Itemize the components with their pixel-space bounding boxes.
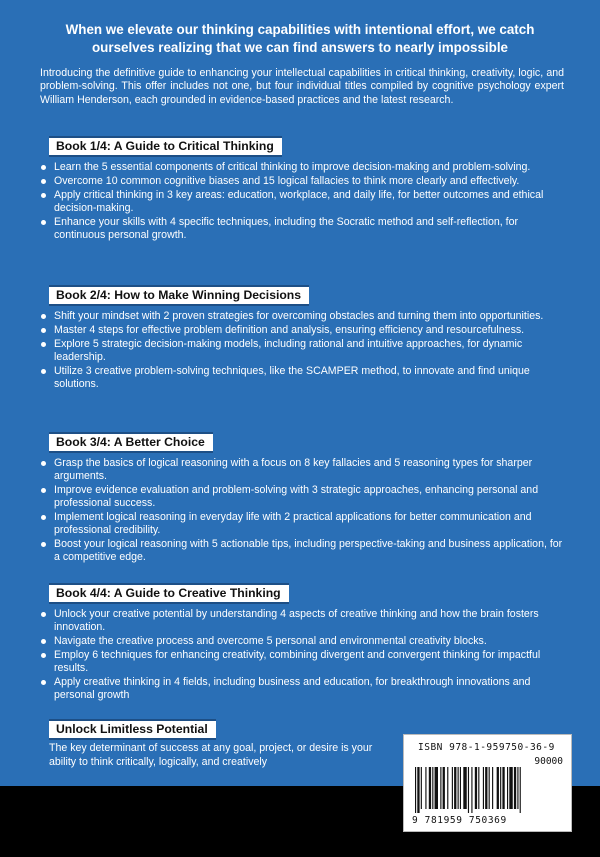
isbn-text: ISBN 978-1-959750-36-9: [418, 742, 555, 753]
book-title: Book 4/4: A Guide to Creative Thinking: [49, 583, 289, 604]
bullet-list: [40, 310, 564, 391]
bullet-icon: [41, 612, 46, 617]
price-code: 90000: [534, 756, 563, 767]
list-item: Enhance your skills with 4 specific techniques, including the Socratic method and self-reflection, for continuous personal growth.: [40, 216, 564, 242]
bullet-icon: [41, 193, 46, 198]
list-item: Navigate the creative process and overcome 5 personal and environmental creativity blocks.: [40, 635, 564, 648]
list-item: Unlock your creative potential by understanding 4 aspects of creative thinking and how the brain fosters innovation.: [40, 608, 564, 634]
book-title: Book 3/4: A Better Choice: [49, 432, 213, 453]
bullet-icon: [41, 488, 46, 493]
list-item: Employ 6 techniques for enhancing creativity, combining divergent and convergent thinking for impactful results.: [40, 649, 564, 675]
list-item: Utilize 3 creative problem-solving techniques, like the SCAMPER method, to innovate and find unique solutions.: [40, 365, 564, 391]
list-item: Apply critical thinking in 3 key areas: education, workplace, and daily life, for better outcomes and ethical decision-making.: [40, 189, 564, 215]
list-item: Master 4 steps for effective problem definition and analysis, ensuring efficiency and resourcefulness.: [40, 324, 564, 337]
list-item: Overcome 10 common cognitive biases and 15 logical fallacies to think more clearly and effectively.: [40, 175, 564, 188]
bullet-icon: [41, 165, 46, 170]
book-section-4: [40, 583, 564, 703]
barcode-box: [403, 734, 572, 832]
list-item: Improve evidence evaluation and problem-solving with 3 strategic approaches, enhancing personal and professional success.: [40, 484, 564, 510]
bullet-list: [40, 161, 564, 242]
closing-statement: The key determinant of success at any goal, project, or desire is your ability to think critically, logically, and creatively: [49, 742, 373, 768]
list-item: Boost your logical reasoning with 5 actionable tips, including perspective-taking and business application, for a competitive edge.: [40, 538, 564, 564]
bullet-icon: [41, 680, 46, 685]
book-section-2: [40, 285, 564, 392]
barcode-digits: 9 781959 750369: [412, 815, 507, 826]
headline: When we elevate our thinking capabilities with intentional effort, we catch ourselves realizing that we can find answers to nearly impossible: [65, 22, 535, 55]
list-item: Grasp the basics of logical reasoning with a focus on 8 key fallacies and 5 reasoning types for sharper arguments.: [40, 457, 564, 483]
list-item: Explore 5 strategic decision-making models, including rational and intuitive approaches, for dynamic leadership.: [40, 338, 564, 364]
bullet-icon: [41, 515, 46, 520]
bullet-list: [40, 457, 564, 564]
bullet-icon: [41, 328, 46, 333]
bullet-icon: [41, 314, 46, 319]
bullet-icon: [41, 342, 46, 347]
bullet-list: [40, 608, 564, 702]
bullet-icon: [41, 179, 46, 184]
list-item: Shift your mindset with 2 proven strategies for overcoming obstacles and turning them into opportunities.: [40, 310, 564, 323]
book-section-3: [40, 432, 564, 565]
bullet-icon: [41, 639, 46, 644]
book-title: Book 1/4: A Guide to Critical Thinking: [49, 136, 282, 157]
list-item: Implement logical reasoning in everyday life with 2 practical applications for better communication and professional credibility.: [40, 511, 564, 537]
unlock-title: Unlock Limitless Potential: [49, 719, 216, 740]
list-item: Apply creative thinking in 4 fields, including business and education, for breakthrough innovations and personal growth: [40, 676, 564, 702]
bullet-icon: [41, 542, 46, 547]
bullet-icon: [41, 461, 46, 466]
bullet-icon: [41, 653, 46, 658]
list-item: Learn the 5 essential components of critical thinking to improve decision-making and problem-solving.: [40, 161, 564, 174]
bullet-icon: [41, 220, 46, 225]
barcode-icon: [413, 767, 563, 815]
intro-paragraph: Introducing the definitive guide to enhancing your intellectual capabilities in critical thinking, creativity, logic, and problem-solving. This offer includes not one, but four individual titles compiled by cognitive psychology expert William Henderson, each grounded in evidence-based practices and the latest research.: [40, 67, 564, 106]
book-title: Book 2/4: How to Make Winning Decisions: [49, 285, 309, 306]
book-section-1: [40, 136, 564, 243]
bullet-icon: [41, 369, 46, 374]
